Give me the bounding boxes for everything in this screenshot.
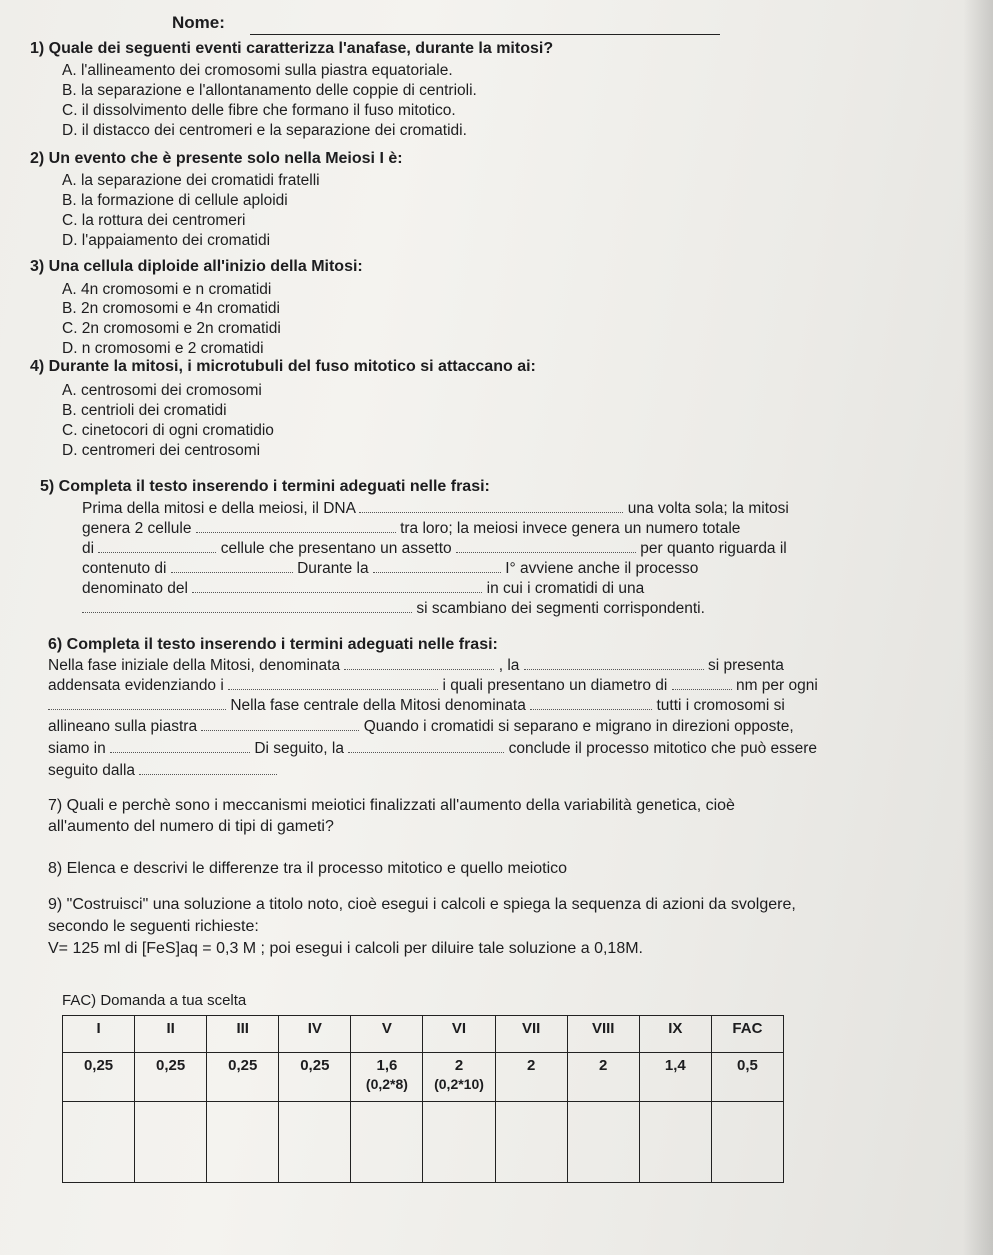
q6-text-5c: conclude il processo mitotico che può essere (508, 740, 818, 757)
q5-text-2a: genera 2 cellule (82, 520, 192, 537)
q5-blank-4[interactable] (456, 540, 636, 553)
score-cell-iii[interactable] (207, 1102, 279, 1183)
header-cell-ix: IX (639, 1016, 711, 1053)
q5-text-3c: per quanto riguarda il (640, 540, 787, 557)
q3-option-b: B. 2n cromosomi e 4n cromatidi (62, 300, 280, 317)
score-cell-vii[interactable] (495, 1102, 567, 1183)
q6-text-2a: addensata evidenziando i (48, 677, 224, 694)
q6-blank-9[interactable] (348, 740, 504, 753)
name-label: Nome: (172, 13, 225, 32)
q6-blank-5[interactable] (48, 697, 226, 710)
q6-text-5b: Di seguito, la (254, 740, 344, 757)
q1-option-d: D. il distacco dei centromeri e la separazione dei cromatidi. (62, 122, 467, 139)
score-cell-i[interactable] (63, 1102, 135, 1183)
q6-text-1b: , la (498, 657, 520, 674)
q5-text-5b: in cui i cromatidi di una (486, 580, 645, 597)
q6-blank-7[interactable] (201, 718, 359, 731)
table-header-row (63, 1016, 784, 1053)
q5-text-1a: Prima della mitosi e della meiosi, il DNA (82, 500, 356, 517)
q5-blank-3[interactable] (98, 540, 216, 553)
q9-line1: 9) "Costruisci" una soluzione a titolo noto, cioè esegui i calcoli e spiega la sequenza di azioni da svolgere, (48, 896, 796, 913)
q4-option-a: A. centrosomi dei cromosomi (62, 382, 262, 399)
table-values-row (63, 1053, 784, 1102)
q2-option-c: C. la rottura dei centromeri (62, 212, 246, 229)
value-v-sub: (0,2*8) (365, 1076, 408, 1092)
q5-question: 5) Completa il testo inserendo i termini adeguati nelle frasi: (40, 478, 490, 495)
q7-line1: 7) Quali e perchè sono i meccanismi meiotici finalizzati all'aumento della variabilità genetica, cioè (48, 797, 735, 814)
q5-text-1b: una volta sola; la mitosi (627, 500, 789, 517)
header-cell-viii: VIII (567, 1016, 639, 1053)
q3-option-d: D. n cromosomi e 2 cromatidi (62, 340, 264, 357)
q6-text-5a: siamo in (48, 740, 106, 757)
q9-line2: secondo le seguenti richieste: (48, 918, 259, 935)
q9-line3: V= 125 ml di [FeS]aq = 0,3 M ; poi esegui i calcoli per diluire tale soluzione a 0,18M. (48, 940, 643, 957)
q6-line3 (48, 697, 785, 715)
header-cell-i: I (63, 1016, 135, 1053)
value-cell-iv: 0,25 (279, 1053, 351, 1102)
q4-option-b: B. centrioli dei cromatidi (62, 402, 227, 419)
q6-line6 (48, 762, 277, 780)
q5-blank-5[interactable] (171, 560, 293, 573)
q6-line1 (48, 657, 784, 675)
q4-option-c: C. cinetocori di ogni cromatidio (62, 422, 274, 439)
q4-question: 4) Durante la mitosi, i microtubuli del fuso mitotico si attaccano ai: (30, 358, 536, 375)
q5-line2 (82, 520, 740, 538)
q5-blank-2[interactable] (196, 520, 396, 533)
q3-question: 3) Una cellula diploide all'inizio della Mitosi: (30, 258, 363, 275)
q5-blank-7[interactable] (192, 580, 482, 593)
value-cell-ii: 0,25 (135, 1053, 207, 1102)
score-cell-viii[interactable] (567, 1102, 639, 1183)
q1-option-b: B. la separazione e l'allontanamento delle coppie di centrioli. (62, 82, 477, 99)
score-cell-fac[interactable] (711, 1102, 783, 1183)
q5-text-3b: cellule che presentano un assetto (220, 540, 452, 557)
score-cell-ix[interactable] (639, 1102, 711, 1183)
value-cell-fac: 0,5 (711, 1053, 783, 1102)
q6-text-4b: Quando i cromatidi si separano e migrano in direzioni opposte, (363, 718, 794, 735)
page-shadow (963, 0, 993, 1255)
q6-text-3b: tutti i cromosomi si (656, 697, 785, 714)
q5-blank-1[interactable] (359, 500, 623, 513)
q6-line2 (48, 677, 818, 695)
q3-option-a: A. 4n cromosomi e n cromatidi (62, 281, 272, 298)
q2-option-b: B. la formazione di cellule aploidi (62, 192, 288, 209)
q5-text-5a: denominato del (82, 580, 188, 597)
q6-blank-1[interactable] (344, 657, 494, 670)
value-cell-viii: 2 (567, 1053, 639, 1102)
value-vi-sub: (0,2*10) (434, 1076, 484, 1092)
q6-line5 (48, 740, 817, 758)
q6-text-1a: Nella fase iniziale della Mitosi, denominata (48, 657, 341, 674)
q5-blank-6[interactable] (373, 560, 501, 573)
q6-blank-3[interactable] (228, 677, 438, 690)
q5-line4 (82, 560, 698, 578)
q6-blank-4[interactable] (672, 677, 732, 690)
table-score-row (63, 1102, 784, 1183)
q2-question: 2) Un evento che è presente solo nella Meiosi I è: (30, 150, 403, 167)
q6-blank-6[interactable] (530, 697, 652, 710)
score-cell-ii[interactable] (135, 1102, 207, 1183)
score-cell-vi[interactable] (423, 1102, 495, 1183)
score-table (62, 1015, 784, 1183)
value-v-main: 1,6 (376, 1057, 398, 1074)
fac-label: FAC) Domanda a tua scelta (62, 992, 247, 1009)
q5-text-2b: tra loro; la meiosi invece genera un numero totale (400, 520, 741, 537)
q6-blank-2[interactable] (524, 657, 704, 670)
q6-blank-10[interactable] (139, 762, 277, 775)
q5-blank-8[interactable] (82, 600, 412, 613)
q6-blank-8[interactable] (110, 740, 250, 753)
q5-line6 (82, 600, 705, 618)
value-cell-vii: 2 (495, 1053, 567, 1102)
q5-line5 (82, 580, 644, 598)
value-cell-vi (423, 1053, 495, 1102)
score-cell-v[interactable] (351, 1102, 423, 1183)
q1-option-a: A. l'allineamento dei cromosomi sulla piastra equatoriale. (62, 62, 453, 79)
value-cell-ix: 1,4 (639, 1053, 711, 1102)
header-cell-ii: II (135, 1016, 207, 1053)
header-cell-vi: VI (423, 1016, 495, 1053)
header-cell-v: V (351, 1016, 423, 1053)
q5-line1 (82, 500, 789, 518)
q5-text-6a: si scambiano dei segmenti corrispondenti. (416, 600, 705, 617)
header-cell-iv: IV (279, 1016, 351, 1053)
q5-text-4b: Durante la (297, 560, 369, 577)
q6-text-3a: Nella fase centrale della Mitosi denominata (230, 697, 526, 714)
q6-text-1c: si presenta (708, 657, 784, 674)
value-cell-i: 0,25 (63, 1053, 135, 1102)
q8-line1: 8) Elenca e descrivi le differenze tra il processo mitotico e quello meiotico (48, 860, 568, 877)
header-cell-fac: FAC (711, 1016, 783, 1053)
q1-question: 1) Quale dei seguenti eventi caratterizza l'anafase, durante la mitosi? (30, 40, 554, 57)
q5-text-4a: contenuto di (82, 560, 167, 577)
q1-option-c: C. il dissolvimento delle fibre che formano il fuso mitotico. (62, 102, 456, 119)
value-cell-v (351, 1053, 423, 1102)
q6-text-2c: nm per ogni (735, 677, 818, 694)
q2-option-a: A. la separazione dei cromatidi fratelli (62, 172, 320, 189)
q6-text-6a: seguito dalla (48, 762, 136, 779)
q5-text-4c: I° avviene anche il processo (505, 560, 699, 577)
q3-option-c: C. 2n cromosomi e 2n cromatidi (62, 320, 281, 337)
q6-text-4a: allineano sulla piastra (48, 718, 198, 735)
value-vi-main: 2 (454, 1057, 464, 1074)
q6-line4 (48, 718, 794, 736)
q4-option-d: D. centromeri dei centrosomi (62, 442, 261, 459)
q2-option-d: D. l'appaiamento dei cromatidi (62, 232, 271, 249)
header-cell-iii: III (207, 1016, 279, 1053)
q6-question: 6) Completa il testo inserendo i termini adeguati nelle frasi: (48, 636, 498, 653)
header-cell-vii: VII (495, 1016, 567, 1053)
q5-line3 (82, 540, 787, 558)
q6-text-2b: i quali presentano un diametro di (442, 677, 668, 694)
q7-line2: all'aumento del numero di tipi di gameti? (48, 818, 334, 835)
name-field-line[interactable] (250, 34, 720, 35)
value-cell-iii: 0,25 (207, 1053, 279, 1102)
score-cell-iv[interactable] (279, 1102, 351, 1183)
q5-text-3a: di (82, 540, 95, 557)
